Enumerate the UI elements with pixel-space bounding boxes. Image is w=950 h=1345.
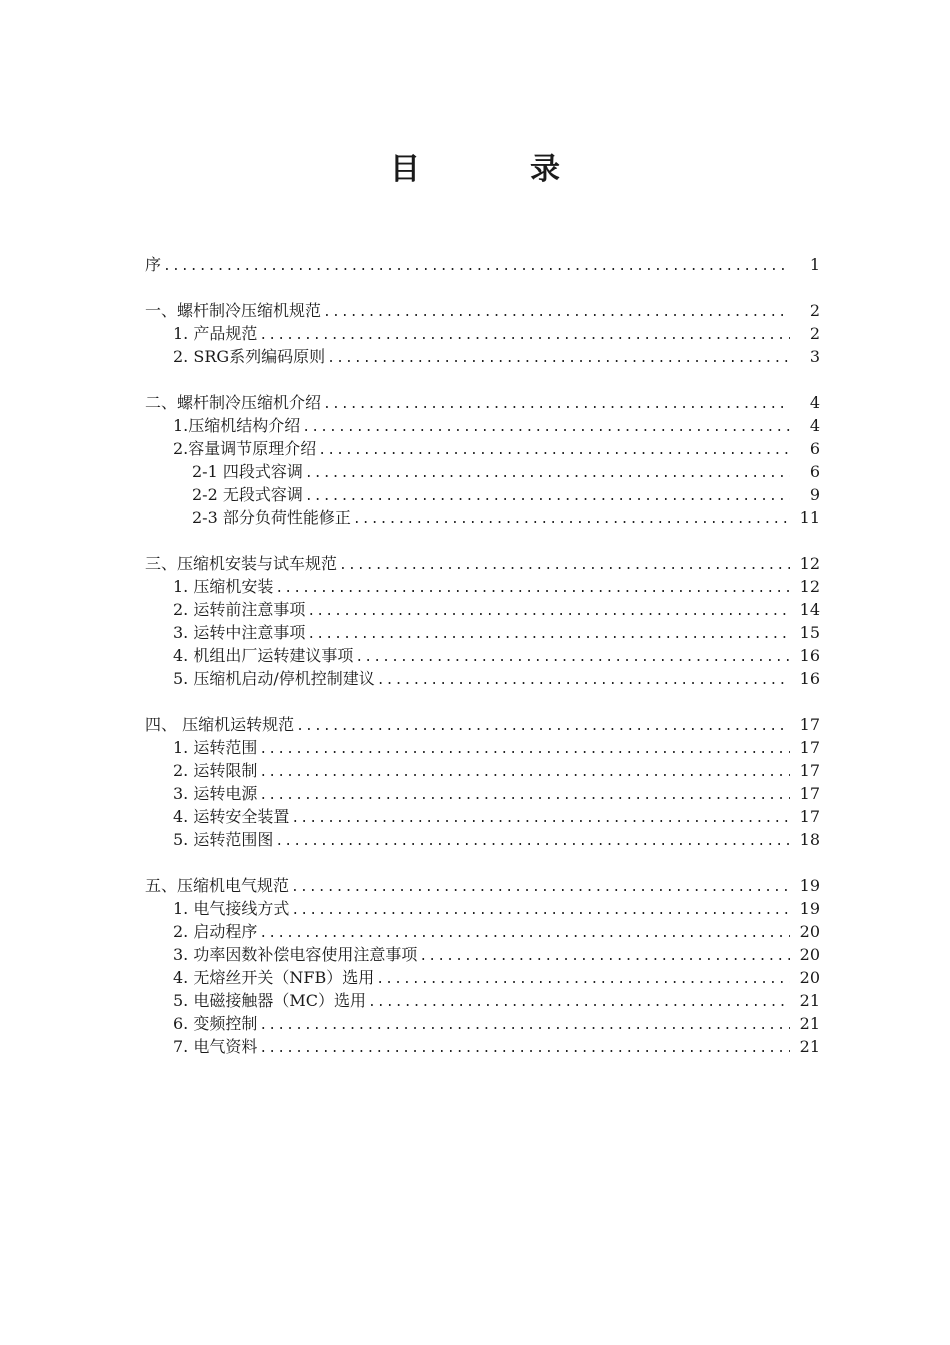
toc-entry-page: 2: [809, 324, 820, 343]
toc-entry-page: 6: [809, 439, 820, 458]
toc-entry[interactable]: [173, 322, 820, 345]
toc-entry[interactable]: [173, 736, 820, 759]
toc-entry-page: 17: [799, 715, 820, 734]
dot-leader: [291, 876, 790, 899]
toc-entry-label: 一、螺杆制冷压缩机规范: [145, 301, 322, 320]
toc-entry-page: 12: [799, 554, 820, 573]
toc-entry-label: 2.容量调节原理介绍: [173, 439, 317, 458]
toc-entry-label: 序: [145, 255, 162, 274]
toc-entry-label: 4. 机组出厂运转建议事项: [173, 646, 354, 665]
toc-entry[interactable]: [145, 253, 820, 276]
toc-entry[interactable]: [173, 782, 820, 805]
dot-leader: [355, 646, 790, 669]
toc-entry[interactable]: [173, 437, 820, 460]
toc-entry[interactable]: [173, 644, 820, 667]
dot-leader: [323, 393, 790, 416]
toc-entry-label: 1. 运转范围: [173, 738, 258, 757]
toc-entry-label: 1.压缩机结构介绍: [173, 416, 301, 435]
dot-leader: [318, 439, 790, 462]
toc-entry-label: 2-2 无段式容调: [192, 485, 303, 504]
toc-entry-page: 4: [809, 416, 820, 435]
toc-entry-page: 14: [799, 600, 820, 619]
toc-section[interactable]: [145, 299, 820, 322]
toc-entry-page: 19: [799, 899, 820, 918]
toc-entry[interactable]: [173, 621, 820, 644]
toc-entry-label: 2. 运转限制: [173, 761, 258, 780]
toc-entry[interactable]: [173, 598, 820, 621]
dot-leader: [291, 807, 790, 830]
toc-entry-page: 17: [799, 784, 820, 803]
dot-leader: [339, 554, 790, 577]
toc-entry-label: 3. 功率因数补偿电容使用注意事项: [173, 945, 418, 964]
dot-leader: [302, 416, 790, 439]
dot-leader: [327, 347, 790, 370]
toc-entry[interactable]: [173, 966, 820, 989]
toc-entry-page: 18: [799, 830, 820, 849]
toc-entry[interactable]: [173, 575, 820, 598]
dot-leader: [307, 623, 790, 646]
dot-leader: [305, 485, 790, 508]
dot-leader: [296, 715, 790, 738]
toc-entry[interactable]: [173, 345, 820, 368]
dot-leader: [419, 945, 790, 968]
dot-leader: [259, 1037, 790, 1060]
dot-leader: [291, 899, 790, 922]
toc-entry-page: 9: [809, 485, 820, 504]
toc-section[interactable]: [145, 874, 820, 897]
dot-leader: [307, 600, 790, 623]
toc-entry-page: 19: [799, 876, 820, 895]
toc-entry-label: 5. 运转范围图: [173, 830, 274, 849]
dot-leader: [259, 1014, 790, 1037]
dot-leader: [259, 761, 790, 784]
toc-entry-label: 1. 电气接线方式: [173, 899, 290, 918]
toc-entry-label: 4. 运转安全装置: [173, 807, 290, 826]
toc-entry-page: 21: [799, 1014, 820, 1033]
toc-entry-label: 2. 运转前注意事项: [173, 600, 306, 619]
toc-entry-page: 17: [799, 807, 820, 826]
toc-entry-label: 5. 压缩机启动/停机控制建议: [173, 669, 375, 688]
toc-entry-page: 20: [799, 945, 820, 964]
toc-entry-page: 17: [799, 761, 820, 780]
toc-entry-label: 二、螺杆制冷压缩机介绍: [145, 393, 322, 412]
toc-entry-label: 6. 变频控制: [173, 1014, 258, 1033]
toc-entry[interactable]: [173, 1035, 820, 1058]
toc-entry[interactable]: [173, 897, 820, 920]
toc-entry-page: 21: [799, 991, 820, 1010]
dot-leader: [305, 462, 790, 485]
toc-entry-label: 3. 运转电源: [173, 784, 258, 803]
toc-entry-page: 15: [799, 623, 820, 642]
toc-subentry[interactable]: [192, 460, 820, 483]
toc-entry[interactable]: [173, 828, 820, 851]
toc-entry-label: 1. 产品规范: [173, 324, 258, 343]
dot-leader: [353, 508, 790, 531]
dot-leader: [259, 324, 790, 347]
dot-leader: [259, 738, 790, 761]
toc-entry-page: 16: [799, 646, 820, 665]
toc-entry-page: 6: [809, 462, 820, 481]
toc-entry-page: 20: [799, 968, 820, 987]
toc-entry[interactable]: [173, 805, 820, 828]
toc-section[interactable]: [145, 713, 820, 736]
toc-entry-page: 11: [799, 508, 820, 527]
toc-entry-page: 2: [809, 301, 820, 320]
toc-entry-label: 7. 电气资料: [173, 1037, 258, 1056]
toc-entry-page: 20: [799, 922, 820, 941]
toc-entry[interactable]: [173, 989, 820, 1012]
toc-entry[interactable]: [173, 943, 820, 966]
toc-entry-label: 2-3 部分负荷性能修正: [192, 508, 351, 527]
toc-entry-page: 16: [799, 669, 820, 688]
page-title: 目 录: [390, 152, 600, 187]
toc-section[interactable]: [145, 552, 820, 575]
dot-leader: [275, 830, 790, 853]
dot-leader: [323, 301, 790, 324]
toc-entry[interactable]: [173, 1012, 820, 1035]
toc-entry-page: 3: [809, 347, 820, 366]
toc-entry-label: 三、压缩机安装与试车规范: [145, 554, 338, 573]
toc-subentry[interactable]: [192, 506, 820, 529]
toc-entry-page: 1: [809, 255, 820, 274]
dot-leader: [275, 577, 790, 600]
toc-entry[interactable]: [173, 920, 820, 943]
toc-entry-label: 3. 运转中注意事项: [173, 623, 306, 642]
toc-entry-label: 4. 无熔丝开关（NFB）选用: [173, 968, 375, 987]
toc-subentry[interactable]: [192, 483, 820, 506]
dot-leader: [259, 784, 790, 807]
toc-entry-label: 2. 启动程序: [173, 922, 258, 941]
toc-entry-label: 2-1 四段式容调: [192, 462, 303, 481]
toc-entry-page: 12: [799, 577, 820, 596]
toc-entry-page: 4: [809, 393, 820, 412]
toc-entry-label: 5. 电磁接触器（MC）选用: [173, 991, 366, 1010]
toc-entry[interactable]: [173, 759, 820, 782]
dot-leader: [376, 968, 790, 991]
toc-entry[interactable]: [173, 414, 820, 437]
toc-entry-label: 1. 压缩机安装: [173, 577, 274, 596]
toc-section[interactable]: [145, 391, 820, 414]
toc-entry[interactable]: [173, 667, 820, 690]
toc-entry-page: 17: [799, 738, 820, 757]
toc-entry-page: 21: [799, 1037, 820, 1056]
toc-entry-label: 2. SRG系列编码原则: [173, 347, 326, 366]
toc-entry-label: 五、压缩机电气规范: [145, 876, 290, 895]
toc-entry-label: 四、 压缩机运转规范: [145, 715, 295, 734]
dot-leader: [259, 922, 790, 945]
dot-leader: [368, 991, 790, 1014]
dot-leader: [163, 255, 790, 278]
dot-leader: [377, 669, 790, 692]
